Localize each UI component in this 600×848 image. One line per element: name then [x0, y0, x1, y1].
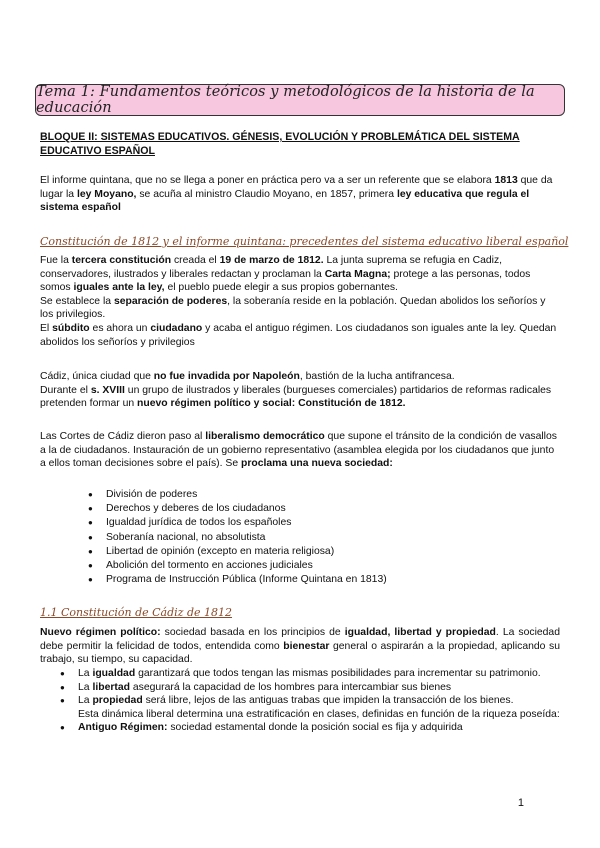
section-heading-cadiz: 1.1 Constitución de Cádiz de 1812 — [40, 606, 233, 619]
title-banner — [35, 84, 565, 116]
section-heading-constitucion: Constitución de 1812 y el informe quintana: precedentes del sistema educativo liberal español — [40, 235, 569, 248]
list-item: ● Programa de Instrucción Pública (Informe Quintana en 1813) — [88, 573, 387, 587]
list-item: ● Igualdad jurídica de todos los españoles — [88, 516, 387, 530]
list-item: ● División de poderes — [88, 488, 387, 502]
list-item: ● Soberanía nacional, no absolutista — [88, 531, 387, 545]
list-item: ● Libertad de opinión (excepto en materia religiosa) — [88, 545, 387, 559]
list-item: ● La libertad asegurará la capacidad de los hombres para intercambiar sus bienes — [60, 681, 560, 695]
paragraph-constitucion — [40, 254, 560, 349]
paragraph-line: Durante el s. XVIII un grupo de ilustrados y liberales (burgueses comerciales) partidarios de reformas radicales pretenden formar un nuevo régimen político y social: Constitución de 1812. — [40, 384, 552, 410]
list-item: ● La propiedad será libre, lejos de las antiguas trabas que impiden la transacción de los bienes. Esta dinámica liberal determina una estratificación en clases, definidas en función de la riqueza poseída: — [60, 694, 560, 721]
paragraph-line: Cádiz, única ciudad que no fue invadida por Napoleón, bastión de la lucha antifrancesa. — [40, 371, 455, 382]
principles-list — [60, 667, 560, 735]
society-principles-list — [88, 488, 387, 587]
list-item: ● La igualdad garantizará que todos tengan las mismas posibilidades para incrementar su patrimonio. — [60, 667, 560, 681]
page-number: 1 — [517, 797, 524, 809]
paragraph-nuevo-regimen: Nuevo régimen político: sociedad basada en los principios de igualdad, libertad y propiedad. La sociedad debe permitir la felicidad de todos, entendida como bienestar general o aspirarán a la propiedad, aplicando su trabajo, su tiempo, su capacidad. — [40, 627, 560, 666]
list-item: ● Abolición del tormento en acciones judiciales — [88, 559, 387, 573]
page-title: Tema 1: Fundamentos teóricos y metodológicos de la historia de la educación — [36, 84, 535, 116]
bloque-heading: BLOQUE II: SISTEMAS EDUCATIVOS. GÉNESIS, EVOLUCIÓN Y PROBLEMÁTICA DEL SISTEMA EDUCATIVO ESPAÑOL — [40, 131, 520, 157]
list-item: ● Derechos y deberes de los ciudadanos — [88, 502, 387, 516]
paragraph-line: El súbdito es ahora un ciudadano y acaba el antiguo régimen. Los ciudadanos son iguales ante la ley. Quedan abolidos los señoríos y privilegios — [40, 322, 557, 348]
list-item: ● Antiguo Régimen: sociedad estamental donde la posición social es fija y adquirida — [60, 721, 560, 735]
paragraph-line: Fue la tercera constitución creada el 19 de marzo de 1812. La junta suprema se refugia en Cadiz, conservadores, ilustrados y liberales redactan y proclaman la Carta Magna; protege a las personas, todos somos iguales ante la ley, el pueblo puede elegir a sus propios gobernantes. — [40, 255, 531, 294]
intro-paragraph: El informe quintana, que no se llega a poner en práctica pero va a ser un referente que se elabora 1813 que da lugar la ley Moyano, se acuña al ministro Claudio Moyano, en 1857, primera ley educativa que regula el sistema español — [40, 175, 553, 214]
paragraph-line: Se establece la separación de poderes, la soberanía reside en la población. Quedan abolidos los señoríos y los privilegios. — [40, 295, 546, 321]
paragraph-cortes: Las Cortes de Cádiz dieron paso al liberalismo democrático que supone el tránsito de la condición de vasallos a la de ciudadanos. Instauración de un gobierno representativo (asamblea elegida por los ciudadanos que junto a ellos toman decisiones sobre el país). Se proclama una nueva sociedad: — [40, 431, 557, 470]
paragraph-cadiz — [40, 370, 560, 411]
